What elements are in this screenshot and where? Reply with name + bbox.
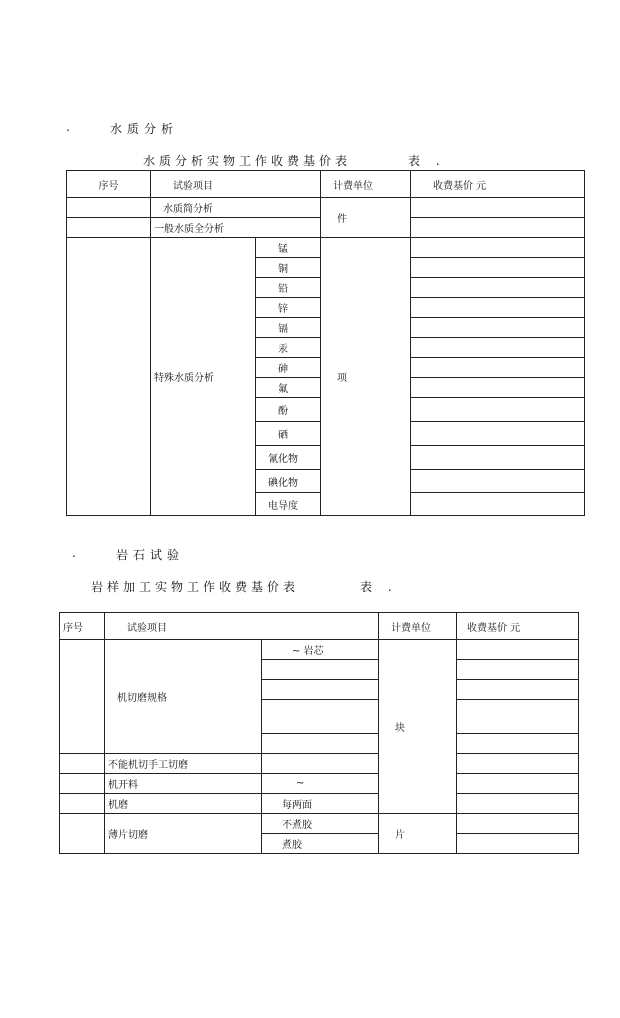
unit-piece: 件: [321, 198, 411, 238]
table-header-row: [67, 171, 585, 198]
table1-caption-suffix: 表 .: [408, 154, 446, 168]
unit-slice: 片: [379, 814, 457, 854]
special-item: 碘化物: [256, 470, 321, 493]
special-item: 氟: [256, 378, 321, 398]
section1-title: 水质分析: [110, 122, 179, 136]
not-boiled: 不煮胶: [262, 814, 379, 834]
item-special-analysis: 特殊水质分析: [151, 238, 256, 516]
header-unit: 计费单位: [379, 613, 457, 640]
special-item: 锌: [256, 298, 321, 318]
header-price: 收费基价 元: [457, 613, 579, 640]
special-item: 电导度: [256, 493, 321, 516]
table-row: [67, 198, 585, 218]
header-item: 试验项目: [151, 171, 321, 198]
machine-open-spec: ~: [262, 774, 379, 794]
unit-item: 项: [321, 238, 411, 516]
special-item: 汞: [256, 338, 321, 358]
section1-dot: .: [66, 120, 75, 134]
item-simple-analysis: 水质简分析: [151, 198, 321, 218]
header-price: 收费基价 元: [411, 171, 585, 198]
table1-caption: 水质分析实物工作收费基价表: [143, 154, 352, 168]
header-no: 序号: [67, 171, 151, 198]
item-thin-section: 薄片切磨: [105, 814, 262, 854]
special-item: 铅: [256, 278, 321, 298]
machine-grind-spec: 每两面: [262, 794, 379, 814]
item-machine-cut: 机切磨规格: [105, 640, 262, 754]
special-item: 氰化物: [256, 446, 321, 470]
item-machine-grind: 机磨: [105, 794, 262, 814]
table-row: [60, 774, 579, 794]
item-full-analysis: 一般水质全分析: [151, 218, 321, 238]
table-row: [60, 754, 579, 774]
special-item: 酚: [256, 398, 321, 422]
section2-title: 岩石试验: [116, 548, 185, 562]
core-spec: ~ 岩芯: [262, 640, 379, 660]
item-manual-cut: 不能机切手工切磨: [105, 754, 262, 774]
header-unit: 计费单位: [321, 171, 411, 198]
header-item: 试验项目: [105, 613, 379, 640]
header-no: 序号: [60, 613, 105, 640]
unit-block: 块: [379, 640, 457, 814]
section2-dot: .: [72, 546, 81, 560]
special-item: 锰: [256, 238, 321, 258]
table2-caption: 岩样加工实物工作收费基价表: [91, 580, 300, 594]
table-row: [60, 814, 579, 834]
table-row: [67, 238, 585, 258]
special-item: 镉: [256, 318, 321, 338]
table2-caption-suffix: 表 .: [360, 580, 398, 594]
table-row: [60, 794, 579, 814]
special-item: 砷: [256, 358, 321, 378]
water-analysis-table: [66, 170, 585, 516]
table-row: [60, 640, 579, 660]
rock-sample-table: [59, 612, 579, 854]
special-item: 硒: [256, 422, 321, 446]
special-item: 铜: [256, 258, 321, 278]
boiled: 煮胶: [262, 834, 379, 854]
item-machine-open: 机开料: [105, 774, 262, 794]
table-header-row: [60, 613, 579, 640]
